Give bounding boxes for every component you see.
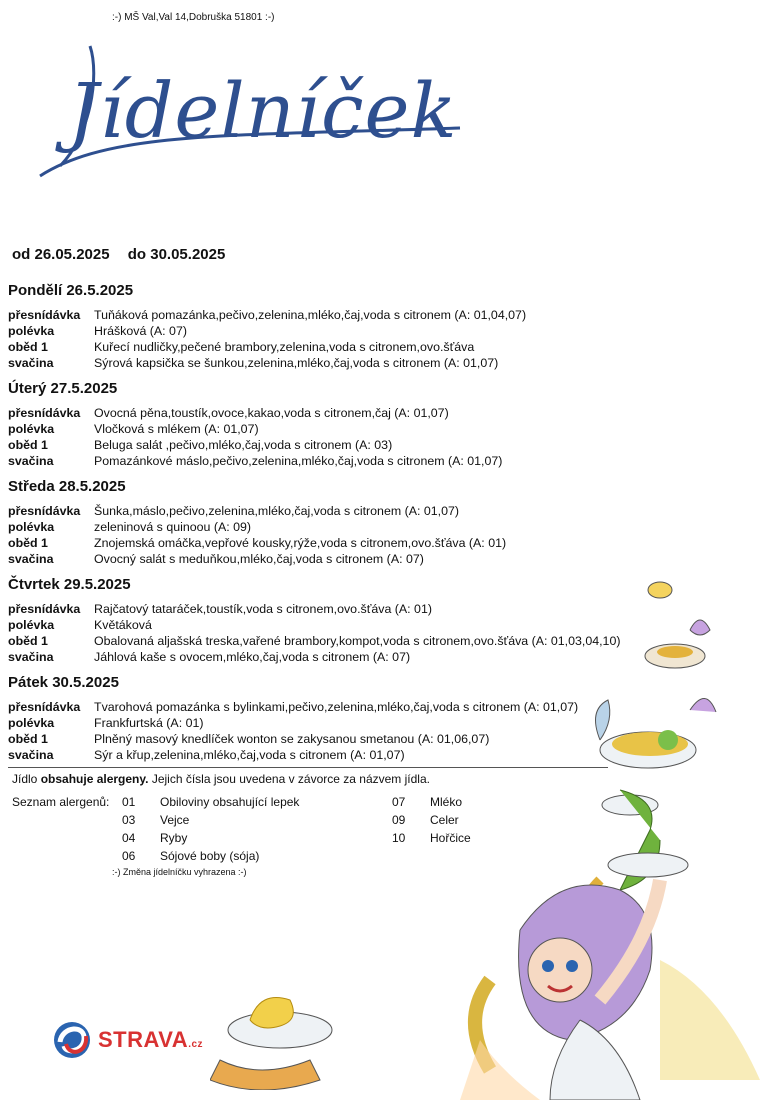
- meal-label: polévka: [8, 324, 55, 338]
- meal-text: Jáhlová kaše s ovocem,mléko,čaj,voda s citronem (A: 07): [94, 650, 411, 664]
- title-logo: [30, 36, 470, 186]
- notice-after: Jejich čísla jsou uvedena v závorce za názvem jídla.: [148, 772, 430, 786]
- allergen-name: Vejce: [160, 813, 190, 827]
- notice-bold: obsahuje alergeny.: [40, 772, 149, 786]
- day-title: Pondělí 26.5.2025: [8, 282, 134, 299]
- allergen-item: [122, 813, 189, 827]
- school-address: :-) MŠ Val,Val 14,Dobruška 51801 :-): [112, 12, 275, 23]
- meal-row: [8, 307, 628, 323]
- meal-label: přesnídávka: [8, 504, 81, 518]
- meal-text: Ovocný salát s meduňkou,mléko,čaj,voda s citronem (A: 07): [94, 552, 424, 566]
- meal-label: svačina: [8, 356, 54, 370]
- strava-suffix: .cz: [188, 1039, 204, 1050]
- day-tuesday: [8, 380, 628, 469]
- day-title: Středa 28.5.2025: [8, 478, 126, 495]
- allergen-name: Obiloviny obsahující lepek: [160, 795, 300, 809]
- allergen-number: 03: [122, 813, 136, 827]
- allergen-number: 06: [122, 849, 136, 863]
- meal-label: polévka: [8, 618, 55, 632]
- meal-text: Pomazánkové máslo,pečivo,zelenina,mléko,čaj,voda s citronem (A: 01,07): [94, 454, 503, 468]
- meal-text: Ovocná pěna,toustík,ovoce,kakao,voda s citronem,čaj (A: 01,07): [94, 406, 449, 420]
- allergen-name: Hořčice: [430, 831, 471, 845]
- food-bowl-illustration: [210, 990, 340, 1090]
- meal-text: Tvarohová pomazánka s bylinkami,pečivo,zelenina,mléko,čaj,voda s citronem (A: 01,07): [94, 700, 579, 714]
- meal-label: přesnídávka: [8, 602, 81, 616]
- meal-label: oběd 1: [8, 732, 48, 746]
- meal-label: oběd 1: [8, 438, 48, 452]
- date-range: [12, 246, 239, 263]
- meal-label: svačina: [8, 748, 54, 762]
- title-text: Jídelníček: [68, 66, 458, 155]
- allergen-name: Celer: [430, 813, 459, 827]
- allergen-number: 07: [392, 795, 406, 809]
- meal-label: polévka: [8, 422, 55, 436]
- strava-wordmark: [98, 1027, 203, 1053]
- meal-label: svačina: [8, 552, 54, 566]
- allergen-list-title: Seznam alergenů:: [12, 795, 110, 809]
- allergen-item: [122, 831, 187, 845]
- change-note: :-) Změna jídelníčku vyhrazena :-): [112, 867, 247, 877]
- notice-before: Jídlo: [12, 772, 41, 786]
- meal-label: oběd 1: [8, 536, 48, 550]
- strava-logo: [52, 1016, 203, 1064]
- allergen-number: 04: [122, 831, 136, 845]
- meal-label: polévka: [8, 716, 55, 730]
- meal-text: Kuřecí nudličky,pečené brambory,zelenina,voda s citronem,ovo.šťáva: [94, 340, 475, 354]
- allergen-name: Mléko: [430, 795, 463, 809]
- meal-text: Hrášková (A: 07): [94, 324, 187, 338]
- allergen-name: Sójové boby (sója): [160, 849, 260, 863]
- meal-row: [8, 453, 628, 469]
- meal-text: Šunka,máslo,pečivo,zelenina,mléko,čaj,voda s citronem (A: 01,07): [94, 504, 460, 518]
- day-title: Úterý 27.5.2025: [8, 380, 118, 397]
- day-monday: [8, 282, 628, 371]
- meal-row: [8, 421, 628, 437]
- meal-text: zeleninová s quinoou (A: 09): [94, 520, 252, 534]
- meal-row: [8, 437, 628, 453]
- meal-label: polévka: [8, 520, 55, 534]
- meal-label: oběd 1: [8, 340, 48, 354]
- meal-label: svačina: [8, 650, 54, 664]
- date-to: do 30.05.2025: [127, 246, 226, 263]
- girl-waiter-illustration: [420, 500, 768, 1100]
- meal-label: svačina: [8, 454, 54, 468]
- meal-row: [8, 323, 628, 339]
- meal-label: oběd 1: [8, 634, 48, 648]
- allergen-number: 10: [392, 831, 406, 845]
- strava-name: STRAVA: [98, 1027, 189, 1052]
- meal-text: Sýr a křup,zelenina,mléko,čaj,voda s citronem (A: 01,07): [94, 748, 405, 762]
- meal-label: přesnídávka: [8, 700, 81, 714]
- meal-text: Tuňáková pomazánka,pečivo,zelenina,mléko,čaj,voda s citronem (A: 01,04,07): [94, 308, 527, 322]
- allergen-notice: [12, 772, 430, 786]
- allergen-number: 01: [122, 795, 136, 809]
- meal-label: přesnídávka: [8, 406, 81, 420]
- allergen-item: [122, 795, 299, 809]
- meal-text: Květáková: [94, 618, 152, 632]
- meal-text: Sýrová kapsička se šunkou,zelenina,mléko,čaj,voda s citronem (A: 01,07): [94, 356, 499, 370]
- date-from: od 26.05.2025: [12, 246, 110, 263]
- day-title: Čtvrtek 29.5.2025: [8, 576, 131, 593]
- meal-label: přesnídávka: [8, 308, 81, 322]
- meal-text: Rajčatový tataráček,toustík,voda s citronem,ovo.šťáva (A: 01): [94, 602, 432, 616]
- meal-text: Obalovaná aljašská treska,vařené brambory,kompot,voda s citronem,ovo.šťáva (A: 01,03,04,10): [94, 634, 621, 648]
- meal-text: Plněný masový knedlíček wonton se zakysanou smetanou (A: 01,06,07): [94, 732, 490, 746]
- allergen-name: Ryby: [160, 831, 188, 845]
- meal-text: Beluga salát ,pečivo,mléko,čaj,voda s citronem (A: 03): [94, 438, 393, 452]
- meal-text: Frankfurtská (A: 01): [94, 716, 204, 730]
- meal-text: Znojemská omáčka,vepřové kousky,rýže,voda s citronem,ovo.šťáva (A: 01): [94, 536, 507, 550]
- allergen-item: [122, 849, 259, 863]
- meal-row: [8, 355, 628, 371]
- meal-text: Vločková s mlékem (A: 01,07): [94, 422, 259, 436]
- allergen-number: 09: [392, 813, 406, 827]
- day-title: Pátek 30.5.2025: [8, 674, 119, 691]
- meal-row: [8, 339, 628, 355]
- meal-row: [8, 405, 628, 421]
- strava-swirl-icon: [52, 1018, 92, 1062]
